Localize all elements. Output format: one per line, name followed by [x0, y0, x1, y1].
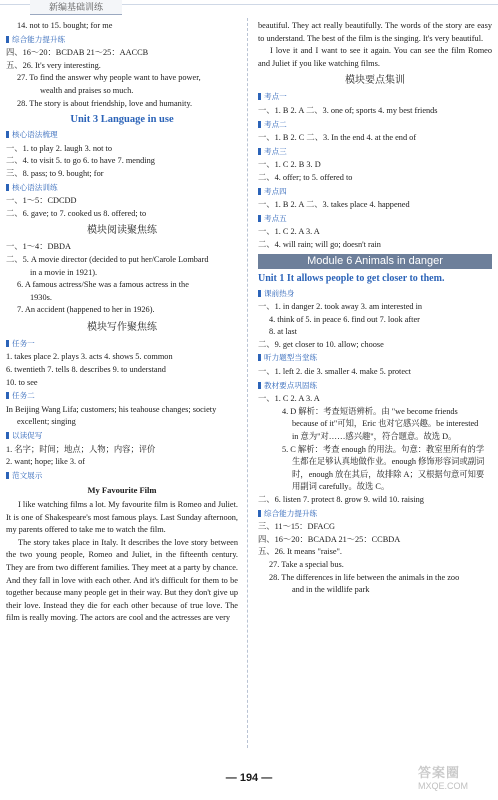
header-title: 新编基础训练 — [30, 0, 122, 15]
section-tag: 核心语法训练 — [6, 182, 238, 195]
answer-line: 二、6. listen 7. protect 8. grow 9. wild 10. raising — [258, 495, 424, 504]
answer-line: 二、9. get closer to 10. allow; choose — [258, 339, 384, 349]
answer-line: 8. at last — [269, 327, 297, 337]
answer-line: 三、8. pass; to 9. bought; for — [6, 168, 104, 178]
section-tag: 考点三 — [258, 146, 492, 159]
answer-line: 10. to see — [6, 377, 38, 387]
essay-paragraph: I love it and I want to see it again. You can see the film Romeo and Juliet if you like watching films. — [258, 46, 492, 68]
section-tag: 考点五 — [258, 213, 492, 226]
answer-line: 生都在足够认真地做作业。enough 修饰形容词或副词 — [292, 457, 485, 467]
answer-line: 1. 名字；时间；地点；人物；内容；评价 — [6, 444, 156, 454]
answer-line: 4. D 解析：考查短语辨析。由 "we become friends — [282, 406, 458, 416]
section-tag: 范文展示 — [6, 470, 238, 483]
module-banner: Module 6 Animals in danger — [258, 254, 492, 269]
answer-line: In Beijing Wang Lifa; customers; his teahouse changes; society — [6, 404, 217, 414]
answer-line: 二、6. gave; to 7. cooked us 8. offered; to — [6, 208, 147, 218]
left-column — [6, 20, 238, 625]
answer-line: 二、4. will rain; will go; doesn't rain — [258, 239, 381, 249]
answer-line: 一、1. B 2. A 二、3. takes place 4. happened — [258, 200, 410, 210]
answer-line: 一、1. C 2. A 3. A — [258, 227, 320, 237]
answer-line: 一、1. B 2. C 二、3. In the end 4. at the end of — [258, 133, 417, 143]
answer-line: 28. The story is about friendship, love and humanity. — [17, 98, 193, 108]
answer-line: in a movie in 1921). — [30, 267, 98, 277]
watermark-url: MXQE.COM — [418, 781, 469, 791]
answer-line: 2. want; hope; like 3. of — [6, 457, 86, 467]
section-heading: 模块阅读聚焦练 — [87, 225, 157, 237]
answer-line: 7. An accident (happened to her in 1926). — [17, 305, 155, 315]
answer-line: because of it"可知，Eric 也对它感兴趣。be interested — [292, 419, 479, 429]
section-tag: 考点四 — [258, 186, 492, 199]
answer-line: 四、16～20：BCADA 21～25：CCBDA — [258, 534, 401, 544]
section-tag: 教材要点巩固练 — [258, 380, 492, 393]
answer-line: 27. Take a special bus. — [269, 559, 344, 569]
section-tag: 以读促写 — [6, 430, 238, 443]
section-tag: 任务一 — [6, 338, 238, 351]
answer-line: 1930s. — [30, 292, 52, 302]
essay-paragraph: The story takes place in Italy. It describes the love story between the two young people, Romeo and Juliet, in the fifteenth century. They are from two different families. They meet at a party by chance. And they fall in love with each other. And it's difficult for them to be together because many people get in their way. But they don't give up their love. Instead they die for each other because of true love. The film is really moving. The actors are cool and the actresses are very — [6, 537, 238, 623]
answer-line: 二、4. offer; to 5. offered to — [258, 172, 353, 182]
answer-line: 6. A famous actress/She was a famous actress in the — [17, 280, 189, 290]
answer-line: excellent; singing — [17, 417, 76, 427]
answer-line: 二、5. A movie director (decided to put her/Carole Lombard — [6, 254, 209, 264]
answer-line: 二、4. to visit 5. to go 6. to have 7. mending — [6, 156, 155, 166]
answer-line: 14. not to 15. bought; for me — [17, 21, 113, 30]
watermark-text: 答案圈 — [418, 765, 461, 780]
answer-line: 5. C 解析：考查 enough 的用法。句意：教室里所有的学 — [282, 444, 485, 454]
essay-paragraph: beautiful. They act really beautifully. The words of the story are easy to understand. The best of the film is the singing. It's very beautiful. — [258, 21, 492, 43]
answer-line: 一、1. in danger 2. took away 3. am interested in — [258, 302, 423, 312]
section-tag: 考点二 — [258, 119, 492, 132]
page-number: — 194 — — [225, 772, 273, 784]
watermark-logo — [418, 762, 494, 796]
answer-line: 一、1～4：DBDA — [6, 242, 71, 252]
answer-line: and in the wildlife park — [292, 585, 370, 595]
right-column — [258, 20, 492, 597]
unit-heading: Unit 3 Language in use — [70, 114, 174, 126]
answer-line: 4. think of 5. in peace 6. find out 7. look after — [269, 314, 420, 324]
answer-line: 一、1. B 2. A 二、3. one of; sports 4. my best friends — [258, 105, 438, 115]
section-tag: 课前热身 — [258, 288, 492, 301]
answer-line: 五、26. It's very interesting. — [6, 60, 101, 70]
section-tag: 任务二 — [6, 390, 238, 403]
answer-line: 一、1. C 2. A 3. A — [258, 394, 320, 404]
answer-line: 28. The differences in life between the animals in the zoo — [269, 572, 460, 582]
section-tag: 综合能力提升练 — [6, 34, 238, 47]
answer-line: 用副词 carefully。故选 C。 — [292, 482, 390, 492]
answer-line: 三、11～15：DFACG — [258, 522, 335, 532]
answer-line: 五、26. It means "raise". — [258, 547, 342, 557]
answer-line: 1. takes place 2. plays 3. acts 4. shows 5. common — [6, 352, 173, 362]
section-tag: 核心语法梳理 — [6, 129, 238, 142]
answer-line: 时，enough 放在其后，故排除 A；又根据句意可知要 — [292, 469, 485, 479]
answer-line: wealth and praises so much. — [40, 85, 134, 95]
section-tag: 综合能力提升练 — [258, 508, 492, 521]
answer-line: 一、1. C 2. B 3. D — [258, 160, 321, 170]
section-tag: 考点一 — [258, 91, 492, 104]
section-heading: 模块要点集训 — [345, 75, 405, 87]
answer-line: 一、1. to play 2. laugh 3. not to — [6, 143, 113, 153]
answer-line: 27. To find the answer why people want to have power, — [17, 73, 201, 83]
answer-line: 四、16～20：BCDAB 21～25：AACCB — [6, 48, 149, 58]
answer-line: 6. twentieth 7. tells 8. describes 9. to understand — [6, 365, 166, 375]
answer-line: 一、1～5：CDCDD — [6, 196, 77, 206]
column-divider — [247, 18, 248, 748]
section-heading: 模块写作聚焦练 — [87, 321, 157, 333]
unit-heading: Unit 1 It allows people to get closer to them. — [258, 272, 445, 284]
page-header — [0, 0, 498, 15]
essay-paragraph: I like watching films a lot. My favourite film is Romeo and Juliet. It is one of Shakespeare's most famous plays. Last Sunday afternoon, my parents offered to take me to watch the film. — [6, 500, 238, 535]
answer-line: 一、1. left 2. die 3. smaller 4. make 5. protect — [258, 367, 411, 377]
section-tag: 听力题型当堂练 — [258, 352, 492, 365]
answer-line: in 意为"对……感兴趣"，符合题意。故选 D。 — [292, 432, 457, 442]
essay-title: My Favourite Film — [87, 485, 157, 496]
